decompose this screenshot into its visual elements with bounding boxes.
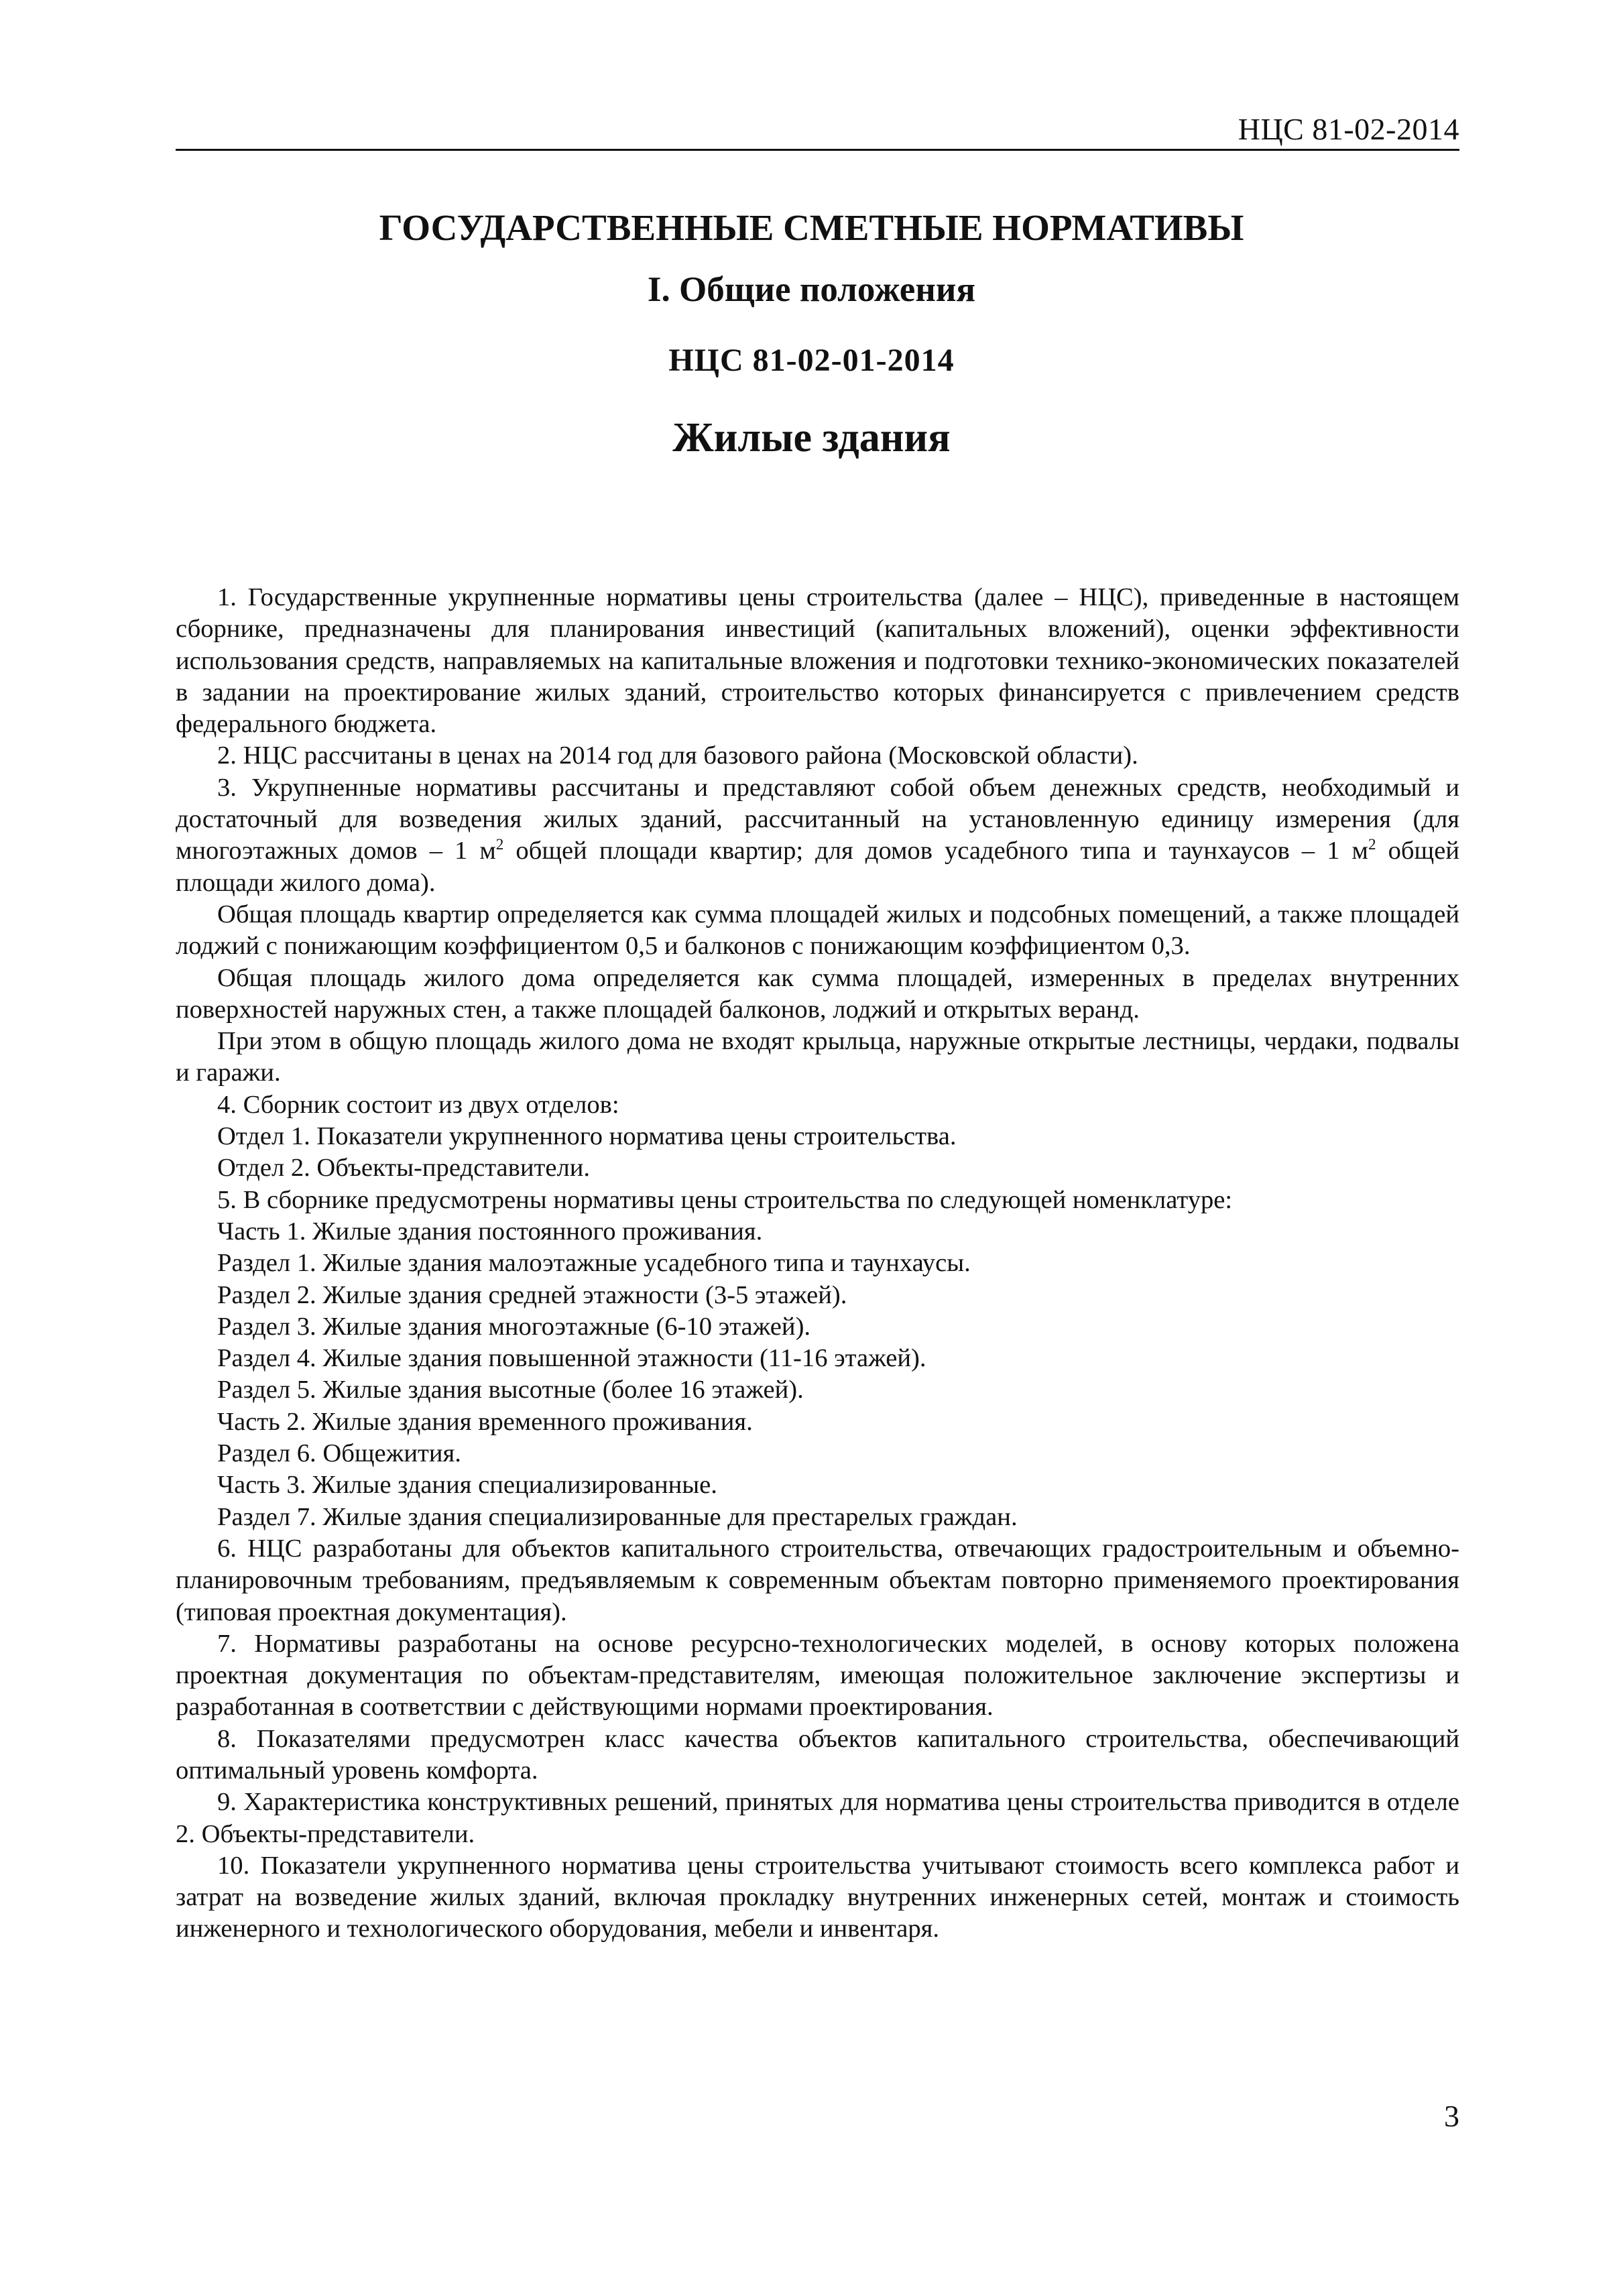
paragraph: Раздел 1. Жилые здания малоэтажные усадебного типа и таунхаусы. [217, 1249, 971, 1278]
header-rule [176, 149, 1459, 151]
collection-code: НЦС 81-02-01-2014 [668, 343, 955, 378]
paragraph: Раздел 2. Жилые здания средней этажности (3-5 этажей). [217, 1280, 847, 1309]
paragraph: Раздел 3. Жилые здания многоэтажные (6-10 этажей). [217, 1312, 811, 1341]
paragraph-part: 3. Укрупненные нормативы рассчитаны и представляют собой объем денежных средств, необходимый и достаточный для возведения жилых зданий, рассчитанный на установленную единицу измерения (для многоэтажных домов – 1 м [176, 773, 1459, 865]
document-title: ГОСУДАРСТВЕННЫЕ СМЕТНЫЕ НОРМАТИВЫ [379, 207, 1244, 248]
header-code: НЦС 81-02-2014 [1238, 112, 1459, 146]
page-number: 3 [1444, 2099, 1459, 2133]
collection-name: Жилые здания [672, 415, 951, 461]
paragraph: Раздел 4. Жилые здания повышенной этажности (11-16 этажей). [217, 1344, 926, 1373]
paragraph: Часть 2. Жилые здания временного проживания. [217, 1407, 753, 1436]
section-title: I. Общие положения [647, 270, 976, 309]
paragraph: 6. НЦС разработаны для объектов капитального строительства, отвечающих градостроительным и объемно-планировочным требованиям, предъявляемым к современным объектам повторно применяемого проектирования (типовая проектная документация). [176, 1534, 1459, 1626]
paragraph: 9. Характеристика конструктивных решений, принятых для норматива цены строительства приводится в отделе 2. Объекты-представители. [176, 1788, 1459, 1848]
paragraph: Раздел 5. Жилые здания высотные (более 16 этажей). [217, 1376, 804, 1404]
superscript: 2 [495, 836, 504, 854]
paragraph: Отдел 1. Показатели укрупненного норматива цены строительства. [217, 1122, 957, 1151]
paragraph: 5. В сборнике предусмотрены нормативы цены строительства по следующей номенклатуре: [217, 1185, 1233, 1214]
paragraph: 10. Показатели укрупненного норматива цены строительства учитывают стоимость всего комплекса работ и затрат на возведение жилых зданий, включая прокладку внутренних инженерных сетей, монтаж и стоимость инженерного и технологического оборудования, мебели и инвентаря. [176, 1851, 1459, 1943]
paragraph-part: общей площади квартир; для домов усадебного типа и таунхаусов – 1 м [503, 837, 1368, 865]
paragraph: Раздел 7. Жилые здания специализированные для престарелых граждан. [217, 1502, 1018, 1531]
paragraph: Раздел 6. Общежития. [217, 1439, 461, 1468]
paragraph: 8. Показателями предусмотрен класс качества объектов капитального строительства, обеспечивающий оптимальный уровень комфорта. [176, 1724, 1459, 1785]
paragraph: При этом в общую площадь жилого дома не входят крыльца, наружные открытые лестницы, чердаки, подвалы и гаражи. [176, 1027, 1459, 1087]
body-text [176, 582, 1459, 1945]
paragraph: Общая площадь квартир определяется как сумма площадей жилых и подсобных помещений, а также площадей лоджий с понижающим коэффициентом 0,5 и балконов с понижающим коэффициентом 0,3. [176, 900, 1459, 961]
paragraph: 1. Государственные укрупненные нормативы цены строительства (далее – НЦС), приведенные в настоящем сборнике, предназначены для планирования инвестиций (капитальных вложений), оценки эффективности использования средств, направляемых на капитальные вложения и подготовки технико-экономических показателей в задании на проектирование жилых зданий, строительство которых финансируется с привлечением средств федерального бюджета. [176, 583, 1459, 739]
paragraph [176, 772, 1459, 899]
paragraph: Общая площадь жилого дома определяется как сумма площадей, измеренных в пределах внутренних поверхностей наружных стен, а также площадей балконов, лоджий и открытых веранд. [176, 963, 1459, 1024]
paragraph: 4. Сборник состоит из двух отделов: [217, 1090, 619, 1119]
superscript: 2 [1368, 836, 1376, 854]
paragraph: Часть 3. Жилые здания специализированные. [217, 1471, 717, 1500]
paragraph: Часть 1. Жилые здания постоянного проживания. [217, 1217, 763, 1246]
paragraph: 2. НЦС рассчитаны в ценах на 2014 год для базового района (Московской области). [217, 741, 1138, 770]
paragraph: Отдел 2. Объекты-представители. [217, 1154, 591, 1183]
paragraph: 7. Нормативы разработаны на основе ресурсно-технологических моделей, в основу которых положена проектная документация по объектам-представителям, имеющая положительное заключение экспертизы и разработанная в соответствии с действующими нормами проектирования. [176, 1629, 1459, 1721]
paragraph-part: общей площади жилого дома). [176, 837, 1459, 897]
